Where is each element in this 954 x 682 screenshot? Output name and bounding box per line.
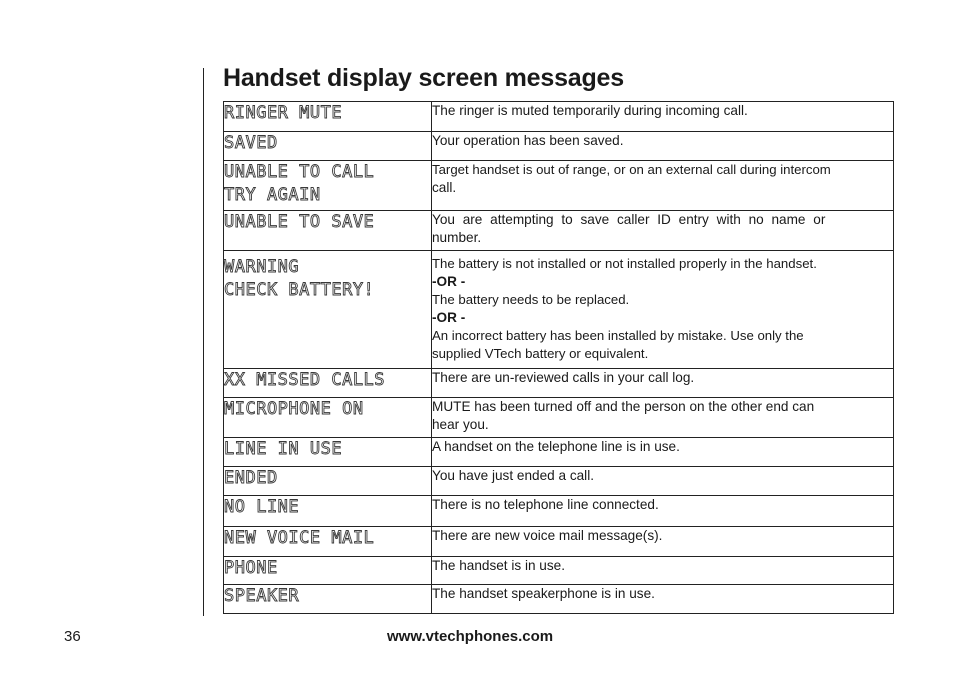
description-text: There are un-reviewed calls in your call log. bbox=[432, 370, 695, 385]
message-description-cell bbox=[432, 102, 894, 132]
description-text: You are attempting to save caller ID entry with no name or bbox=[432, 212, 826, 227]
display-message-cell bbox=[224, 496, 432, 527]
description-text: There is no telephone line connected. bbox=[432, 497, 659, 512]
margin-rule bbox=[203, 68, 204, 616]
description-text: There are new voice mail message(s). bbox=[432, 528, 663, 543]
message-description-cell bbox=[432, 496, 894, 527]
display-message-cell bbox=[224, 369, 432, 398]
page-number: 36 bbox=[64, 628, 81, 645]
message-row bbox=[224, 438, 894, 467]
message-description-cell bbox=[432, 585, 894, 614]
display-message-text: CHECK BATTERY! bbox=[224, 280, 375, 300]
display-message-text: SAVED bbox=[224, 133, 278, 153]
display-message-cell bbox=[224, 211, 432, 251]
or-separator: -OR - bbox=[432, 310, 466, 325]
display-message-cell bbox=[224, 251, 432, 369]
display-message-cell bbox=[224, 398, 432, 438]
description-text: Your operation has been saved. bbox=[432, 133, 624, 148]
message-row bbox=[224, 398, 894, 438]
display-message-cell bbox=[224, 467, 432, 496]
messages-table bbox=[223, 101, 894, 614]
description-text: The handset speakerphone is in use. bbox=[432, 586, 655, 601]
message-row bbox=[224, 132, 894, 161]
display-message-text: SPEAKER bbox=[224, 586, 300, 606]
message-description-cell bbox=[432, 369, 894, 398]
description-text: call. bbox=[432, 180, 457, 195]
display-message-text: WARNING bbox=[224, 257, 300, 277]
message-description-cell bbox=[432, 211, 894, 251]
description-text: hear you. bbox=[432, 417, 489, 432]
message-description-cell bbox=[432, 557, 894, 585]
display-message-cell bbox=[224, 438, 432, 467]
message-description-cell bbox=[432, 132, 894, 161]
display-message-text: XX MISSED CALLS bbox=[224, 370, 386, 390]
message-row bbox=[224, 369, 894, 398]
description-text: supplied VTech battery or equivalent. bbox=[432, 346, 649, 361]
display-message-text: PHONE bbox=[224, 558, 278, 578]
message-description-cell bbox=[432, 251, 894, 369]
display-message-text: UNABLE TO SAVE bbox=[224, 212, 375, 232]
message-description-cell bbox=[432, 398, 894, 438]
page-title: Handset display screen messages bbox=[223, 64, 624, 92]
display-message-cell bbox=[224, 557, 432, 585]
message-row bbox=[224, 211, 894, 251]
message-row bbox=[224, 161, 894, 211]
message-row bbox=[224, 527, 894, 557]
description-text: A handset on the telephone line is in use. bbox=[432, 439, 680, 454]
description-text: An incorrect battery has been installed by mistake. Use only the bbox=[432, 328, 804, 343]
description-text: Target handset is out of range, or on an external call during intercom bbox=[432, 162, 831, 177]
display-message-text: NEW VOICE MAIL bbox=[224, 528, 375, 548]
display-message-text: RINGER MUTE bbox=[224, 103, 343, 123]
message-row bbox=[224, 557, 894, 585]
message-row bbox=[224, 496, 894, 527]
display-message-cell bbox=[224, 102, 432, 132]
message-description-cell bbox=[432, 527, 894, 557]
website-url: www.vtechphones.com bbox=[387, 628, 554, 645]
message-description-cell bbox=[432, 438, 894, 467]
message-row bbox=[224, 467, 894, 496]
description-text: number. bbox=[432, 230, 482, 245]
display-message-cell bbox=[224, 161, 432, 211]
display-message-text: ENDED bbox=[224, 468, 278, 488]
message-row bbox=[224, 585, 894, 614]
description-text: MUTE has been turned off and the person on the other end can bbox=[432, 399, 815, 414]
message-description-cell bbox=[432, 161, 894, 211]
message-row bbox=[224, 251, 894, 369]
description-text: The battery is not installed or not installed properly in the handset. bbox=[432, 256, 817, 271]
display-message-cell bbox=[224, 585, 432, 614]
display-message-text: LINE IN USE bbox=[224, 439, 343, 459]
or-separator: -OR - bbox=[432, 274, 466, 289]
description-text: You have just ended a call. bbox=[432, 468, 594, 483]
description-text: The handset is in use. bbox=[432, 558, 565, 573]
display-message-text: TRY AGAIN bbox=[224, 185, 321, 205]
message-description-cell bbox=[432, 467, 894, 496]
display-message-text: UNABLE TO CALL bbox=[224, 162, 375, 182]
display-message-cell bbox=[224, 132, 432, 161]
description-text: The battery needs to be replaced. bbox=[432, 292, 630, 307]
display-message-cell bbox=[224, 527, 432, 557]
display-message-text: MICROPHONE ON bbox=[224, 399, 364, 419]
description-text: The ringer is muted temporarily during incoming call. bbox=[432, 103, 748, 118]
display-message-text: NO LINE bbox=[224, 497, 300, 517]
message-row bbox=[224, 102, 894, 132]
